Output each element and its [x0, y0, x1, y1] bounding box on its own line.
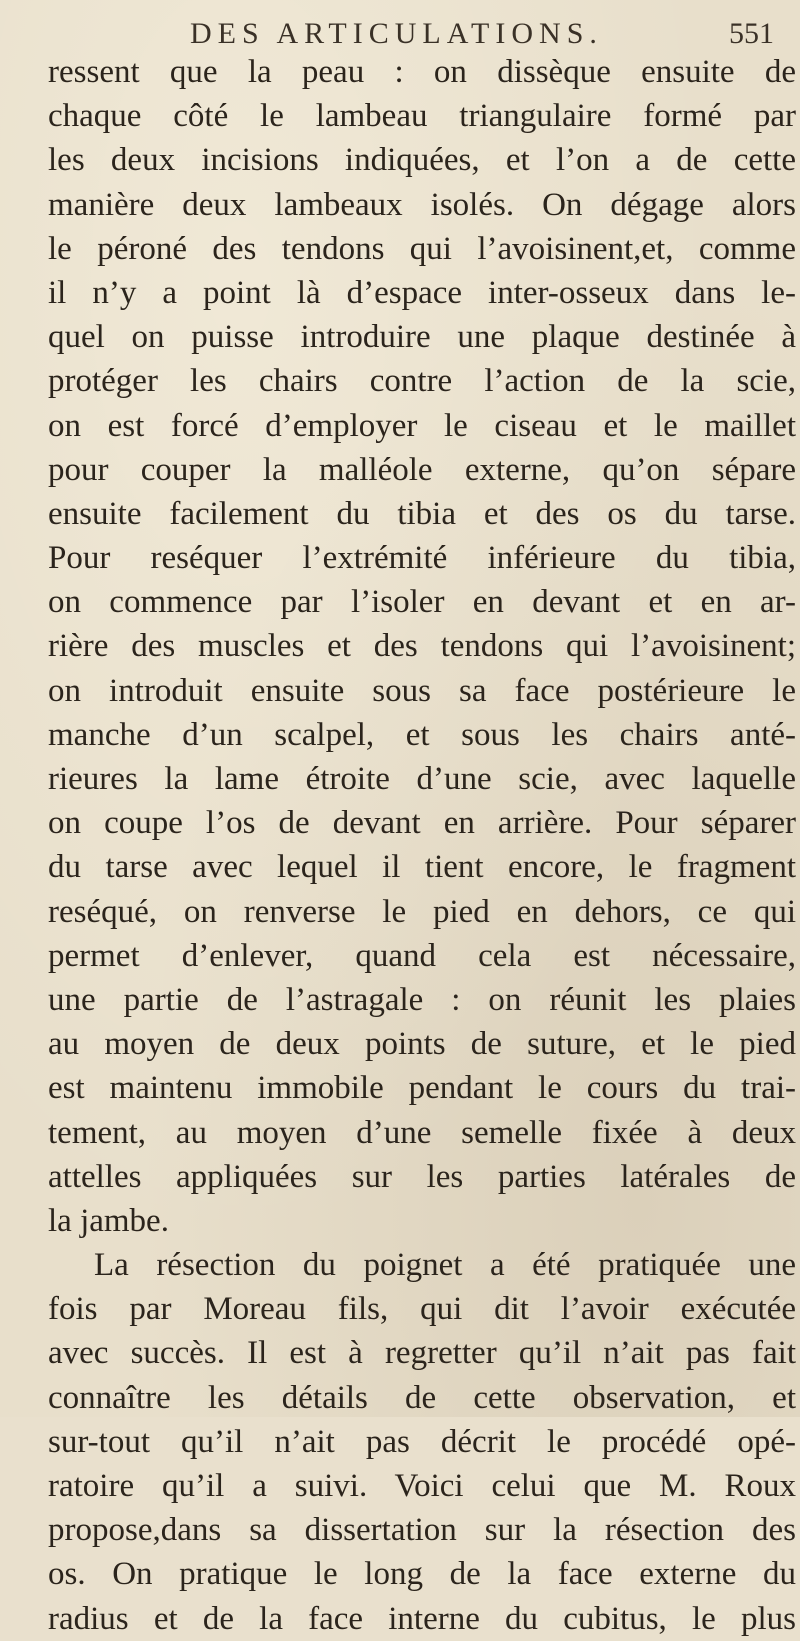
text-line: les deux incisions indiquées, et l’on a de cette [48, 142, 796, 179]
text-line: le péroné des tendons qui l’avoisinent,et, comme [48, 230, 796, 267]
text-line: ensuite facilement du tibia et des os du tarse. [48, 495, 796, 532]
paragraph-end-line: la jambe. [48, 1202, 169, 1239]
text-line: permet d’enlever, quand cela est nécessaire, [48, 937, 796, 974]
text-line: quel on puisse introduire une plaque destinée à [48, 319, 796, 356]
text-line: manière deux lambeaux isolés. On dégage alors [48, 186, 796, 223]
paragraph-first-line: La résection du poignet a été pratiquée une [94, 1247, 796, 1284]
page-number: 551 [729, 17, 774, 50]
text-line: rière des muscles et des tendons qui l’avoisinent; [48, 628, 796, 665]
text-line: chaque côté le lambeau triangulaire formé par [48, 98, 796, 135]
running-head: DES ARTICULATIONS. [190, 17, 603, 50]
text-line: radius et de la face interne du cubitus, le plus [48, 1600, 796, 1637]
text-line: propose,dans sa dissertation sur la résection des [48, 1512, 796, 1549]
text-line: attelles appliquées sur les parties latérales de [48, 1158, 796, 1195]
text-line: Pour reséquer l’extrémité inférieure du tibia, [48, 540, 796, 577]
text-line: os. On pratique le long de la face externe du [48, 1556, 796, 1593]
text-line: avec succès. Il est à regretter qu’il n’ait pas fait [48, 1335, 796, 1372]
text-line: protéger les chairs contre l’action de la scie, [48, 363, 796, 400]
text-line: on est forcé d’employer le ciseau et le maillet [48, 407, 796, 444]
text-line: ratoire qu’il a suivi. Voici celui que M. Roux [48, 1468, 796, 1504]
page-header [190, 14, 780, 54]
text-line: il n’y a point là d’espace inter-osseux dans le- [48, 274, 796, 311]
text-line: fois par Moreau fils, qui dit l’avoir exécutée [48, 1291, 796, 1328]
text-line: sur-tout qu’il n’ait pas décrit le procédé opé- [48, 1423, 796, 1460]
text-line: du tarse avec lequel il tient encore, le fragment [48, 849, 796, 886]
text-line: connaître les détails de cette observation, et [48, 1379, 796, 1416]
body-text [48, 50, 796, 1641]
text-line: ressent que la peau : on dissèque ensuite de [48, 54, 796, 90]
text-line: au moyen de deux points de suture, et le pied [48, 1026, 796, 1063]
text-line: on commence par l’isoler en devant et en ar- [48, 584, 796, 621]
text-line: manche d’un scalpel, et sous les chairs anté- [48, 716, 796, 753]
text-line: on coupe l’os de devant en arrière. Pour séparer [48, 805, 796, 842]
text-line: tement, au moyen d’une semelle fixée à deux [48, 1114, 796, 1151]
text-line: rieures la lame étroite d’une scie, avec laquelle [48, 761, 796, 797]
text-line: on introduit ensuite sous sa face postérieure le [48, 672, 796, 709]
text-line: une partie de l’astragale : on réunit les plaies [48, 981, 796, 1018]
text-line: pour couper la malléole externe, qu’on sépare [48, 451, 796, 488]
text-line: reséqué, on renverse le pied en dehors, ce qui [48, 893, 796, 930]
text-line: est maintenu immobile pendant le cours du trai- [48, 1070, 796, 1107]
